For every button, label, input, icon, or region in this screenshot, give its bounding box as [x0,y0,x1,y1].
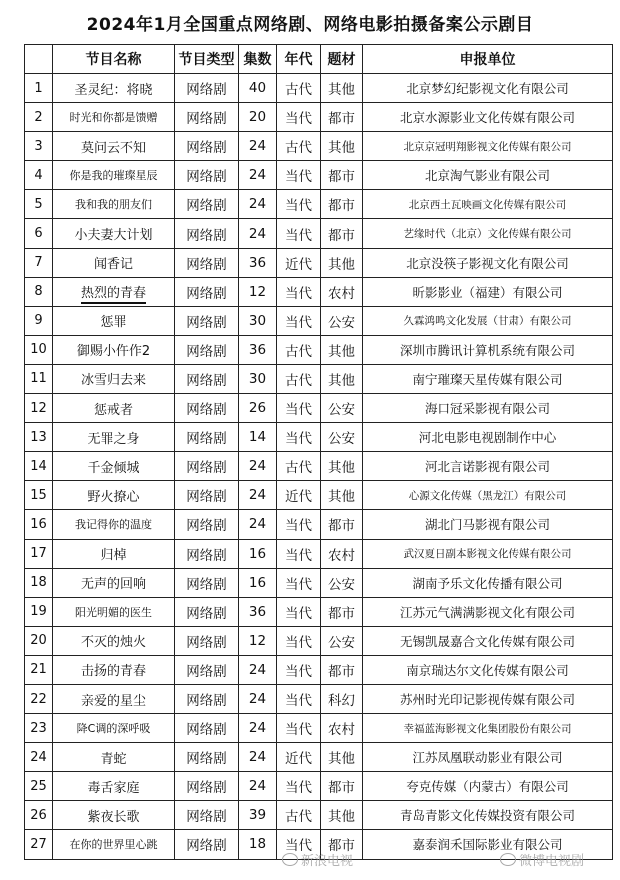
episode-count: 24 [239,714,277,743]
row-index: 1 [25,74,53,103]
applicant-unit: 幸福蓝海影视文化集团股份有限公司 [363,714,613,743]
applicant-unit: 北京水源影业文化传媒有限公司 [363,103,613,132]
program-type: 网络剧 [175,452,239,481]
program-name: 不灭的烛火 [53,626,175,655]
table-row [25,539,613,568]
program-type: 网络剧 [175,394,239,423]
program-name: 小夫妻大计划 [53,219,175,248]
table-row [25,364,613,393]
era: 当代 [277,277,321,306]
row-index: 15 [25,481,53,510]
row-index: 25 [25,772,53,801]
applicant-unit: 南宁璀璨天星传媒有限公司 [363,364,613,393]
genre: 农村 [321,714,363,743]
program-name: 我和我的朋友们 [53,190,175,219]
program-type: 网络剧 [175,103,239,132]
table-row [25,597,613,626]
episode-count: 24 [239,452,277,481]
program-name: 圣灵纪：将晓 [53,74,175,103]
table-row [25,714,613,743]
program-name: 时光和你都是馈赠 [53,103,175,132]
table-header-row [25,45,613,74]
row-index: 8 [25,277,53,306]
era: 当代 [277,190,321,219]
applicant-unit: 艺缘时代（北京）文化传媒有限公司 [363,219,613,248]
watermark-text: 微博电视剧 [519,854,585,869]
era: 近代 [277,248,321,277]
table-row [25,190,613,219]
row-index: 24 [25,743,53,772]
row-index: 16 [25,510,53,539]
program-type: 网络剧 [175,568,239,597]
weibo-icon [500,853,516,866]
program-type: 网络剧 [175,510,239,539]
genre: 其他 [321,74,363,103]
table-row [25,103,613,132]
table-row [25,335,613,364]
program-type: 网络剧 [175,161,239,190]
program-name: 阳光明媚的医生 [53,597,175,626]
episode-count: 24 [239,219,277,248]
program-name: 归棹 [53,539,175,568]
applicant-unit: 苏州时光印记影视传媒有限公司 [363,684,613,713]
table-row [25,306,613,335]
applicant-unit: 河北言诺影视有限公司 [363,452,613,481]
table-row [25,219,613,248]
era: 当代 [277,655,321,684]
applicant-unit: 河北电影电视剧制作中心 [363,423,613,452]
genre: 公安 [321,568,363,597]
genre: 都市 [321,830,363,859]
episode-count: 18 [239,830,277,859]
table-row [25,568,613,597]
applicant-unit: 北京没筷子影视文化有限公司 [363,248,613,277]
header-program-type: 节目类型 [175,45,239,74]
era: 当代 [277,539,321,568]
header-program-name: 节目名称 [53,45,175,74]
genre: 其他 [321,452,363,481]
genre: 都市 [321,103,363,132]
header-applicant: 申报单位 [363,45,613,74]
page-title: 2024年1月全国重点网络剧、网络电影拍摄备案公示剧目 [86,15,534,35]
era: 当代 [277,510,321,539]
table-row [25,481,613,510]
era: 近代 [277,743,321,772]
applicant-unit: 心源文化传媒（黑龙江）有限公司 [363,481,613,510]
program-name: 亲爱的星尘 [53,684,175,713]
program-type: 网络剧 [175,714,239,743]
era: 古代 [277,364,321,393]
row-index: 12 [25,394,53,423]
episode-count: 26 [239,394,277,423]
episode-count: 39 [239,801,277,830]
program-name: 紫夜长歌 [53,801,175,830]
program-name: 青蛇 [53,743,175,772]
era: 当代 [277,597,321,626]
era: 古代 [277,452,321,481]
era: 近代 [277,481,321,510]
genre: 其他 [321,248,363,277]
genre: 其他 [321,801,363,830]
row-index: 3 [25,132,53,161]
episode-count: 40 [239,74,277,103]
applicant-unit: 无锡凯晟嘉合文化传媒有限公司 [363,626,613,655]
episode-count: 14 [239,423,277,452]
row-index: 20 [25,626,53,655]
genre: 都市 [321,510,363,539]
episode-count: 16 [239,568,277,597]
era: 当代 [277,423,321,452]
applicant-unit: 湖北门马影视有限公司 [363,510,613,539]
episode-count: 30 [239,364,277,393]
applicant-unit: 湖南予乐文化传播有限公司 [363,568,613,597]
row-index: 14 [25,452,53,481]
genre: 都市 [321,597,363,626]
era: 古代 [277,74,321,103]
row-index: 9 [25,306,53,335]
applicant-unit: 嘉泰润禾国际影业有限公司 [363,830,613,859]
row-index: 17 [25,539,53,568]
row-index: 27 [25,830,53,859]
program-type: 网络剧 [175,74,239,103]
weibo-icon [282,853,298,866]
genre: 都市 [321,655,363,684]
table-row [25,423,613,452]
episode-count: 24 [239,510,277,539]
row-index: 11 [25,364,53,393]
program-name: 击扬的青春 [53,655,175,684]
program-type: 网络剧 [175,772,239,801]
program-name [53,277,175,306]
row-index: 19 [25,597,53,626]
applicant-unit: 武汉夏日副本影视文化传媒有限公司 [363,539,613,568]
table-row [25,132,613,161]
header-index [25,45,53,74]
episode-count: 24 [239,684,277,713]
era: 古代 [277,132,321,161]
episode-count: 24 [239,743,277,772]
episode-count: 24 [239,655,277,684]
applicant-unit: 北京京冠明翔影视文化传媒有限公司 [363,132,613,161]
table-row [25,801,613,830]
program-name: 惩戒者 [53,394,175,423]
row-index: 7 [25,248,53,277]
row-index: 5 [25,190,53,219]
table-row [25,277,613,306]
program-type: 网络剧 [175,190,239,219]
episode-count: 24 [239,190,277,219]
program-name: 降C调的深呼吸 [53,714,175,743]
genre: 其他 [321,132,363,161]
episode-count: 30 [239,306,277,335]
era: 当代 [277,772,321,801]
program-name: 冰雪归去来 [53,364,175,393]
genre: 公安 [321,394,363,423]
program-type: 网络剧 [175,830,239,859]
applicant-unit: 夸克传媒（内蒙古）有限公司 [363,772,613,801]
filing-table [24,44,613,860]
row-index: 2 [25,103,53,132]
row-index: 18 [25,568,53,597]
underlined-name: 热烈的青春 [81,286,146,304]
genre: 都市 [321,772,363,801]
program-type: 网络剧 [175,423,239,452]
era: 当代 [277,568,321,597]
genre: 农村 [321,277,363,306]
watermark-weibo-drama [500,850,584,869]
program-name: 惩罪 [53,306,175,335]
genre: 其他 [321,481,363,510]
program-name: 御赐小仵作2 [53,335,175,364]
era: 当代 [277,684,321,713]
episode-count: 12 [239,277,277,306]
program-type: 网络剧 [175,306,239,335]
program-type: 网络剧 [175,248,239,277]
row-index: 23 [25,714,53,743]
program-type: 网络剧 [175,743,239,772]
episode-count: 20 [239,103,277,132]
program-name: 无声的回响 [53,568,175,597]
genre: 都市 [321,219,363,248]
era: 当代 [277,394,321,423]
table-row [25,626,613,655]
applicant-unit: 海口冠采影视有限公司 [363,394,613,423]
program-type: 网络剧 [175,277,239,306]
applicant-unit: 北京梦幻纪影视文化有限公司 [363,74,613,103]
row-index: 21 [25,655,53,684]
table-row [25,684,613,713]
program-name: 无罪之身 [53,423,175,452]
applicant-unit: 北京西土瓦映画文化传媒有限公司 [363,190,613,219]
table-row [25,510,613,539]
table-row [25,772,613,801]
episode-count: 24 [239,481,277,510]
episode-count: 24 [239,772,277,801]
header-genre: 题材 [321,45,363,74]
genre: 都市 [321,161,363,190]
episode-count: 24 [239,132,277,161]
era: 当代 [277,714,321,743]
episode-count: 36 [239,597,277,626]
program-name: 毒舌家庭 [53,772,175,801]
era: 当代 [277,161,321,190]
applicant-unit: 北京淘气影业有限公司 [363,161,613,190]
row-index: 26 [25,801,53,830]
table-row [25,394,613,423]
table-row [25,452,613,481]
watermark-sina-tv [282,850,353,869]
applicant-unit: 昕影影业（福建）有限公司 [363,277,613,306]
row-index: 4 [25,161,53,190]
episode-count: 16 [239,539,277,568]
era: 当代 [277,306,321,335]
table-row [25,74,613,103]
applicant-unit: 江苏元气满满影视文化有限公司 [363,597,613,626]
episode-count: 36 [239,248,277,277]
table-row [25,248,613,277]
program-name: 野火撩心 [53,481,175,510]
applicant-unit: 久霖鸿鸣文化发展（甘肃）有限公司 [363,306,613,335]
program-name: 在你的世界里心跳 [53,830,175,859]
program-type: 网络剧 [175,801,239,830]
program-type: 网络剧 [175,655,239,684]
era: 当代 [277,103,321,132]
applicant-unit: 江苏凤凰联动影业有限公司 [363,743,613,772]
program-type: 网络剧 [175,364,239,393]
era: 当代 [277,219,321,248]
program-name: 你是我的璀璨星辰 [53,161,175,190]
episode-count: 24 [239,161,277,190]
program-type: 网络剧 [175,219,239,248]
program-type: 网络剧 [175,539,239,568]
program-name: 我记得你的温度 [53,510,175,539]
program-type: 网络剧 [175,132,239,161]
genre: 公安 [321,306,363,335]
episode-count: 36 [239,335,277,364]
applicant-unit: 青岛青影文化传媒投资有限公司 [363,801,613,830]
era: 当代 [277,626,321,655]
program-type: 网络剧 [175,626,239,655]
genre: 公安 [321,423,363,452]
applicant-unit: 南京瑞达尔文化传媒有限公司 [363,655,613,684]
row-index: 13 [25,423,53,452]
genre: 其他 [321,364,363,393]
row-index: 10 [25,335,53,364]
row-index: 6 [25,219,53,248]
era: 古代 [277,801,321,830]
table-row [25,655,613,684]
episode-count: 12 [239,626,277,655]
applicant-unit: 深圳市腾讯计算机系统有限公司 [363,335,613,364]
header-episodes: 集数 [239,45,277,74]
genre: 都市 [321,190,363,219]
era: 当代 [277,830,321,859]
genre: 科幻 [321,684,363,713]
program-type: 网络剧 [175,684,239,713]
row-index: 22 [25,684,53,713]
program-name: 千金倾城 [53,452,175,481]
genre: 其他 [321,335,363,364]
genre: 其他 [321,743,363,772]
watermark-text: 新浪电视 [301,854,354,869]
program-name: 莫问云不知 [53,132,175,161]
table-row [25,161,613,190]
program-type: 网络剧 [175,597,239,626]
genre: 农村 [321,539,363,568]
program-type: 网络剧 [175,481,239,510]
genre: 公安 [321,626,363,655]
program-name: 闻香记 [53,248,175,277]
header-era: 年代 [277,45,321,74]
era: 古代 [277,335,321,364]
program-type: 网络剧 [175,335,239,364]
table-row [25,743,613,772]
